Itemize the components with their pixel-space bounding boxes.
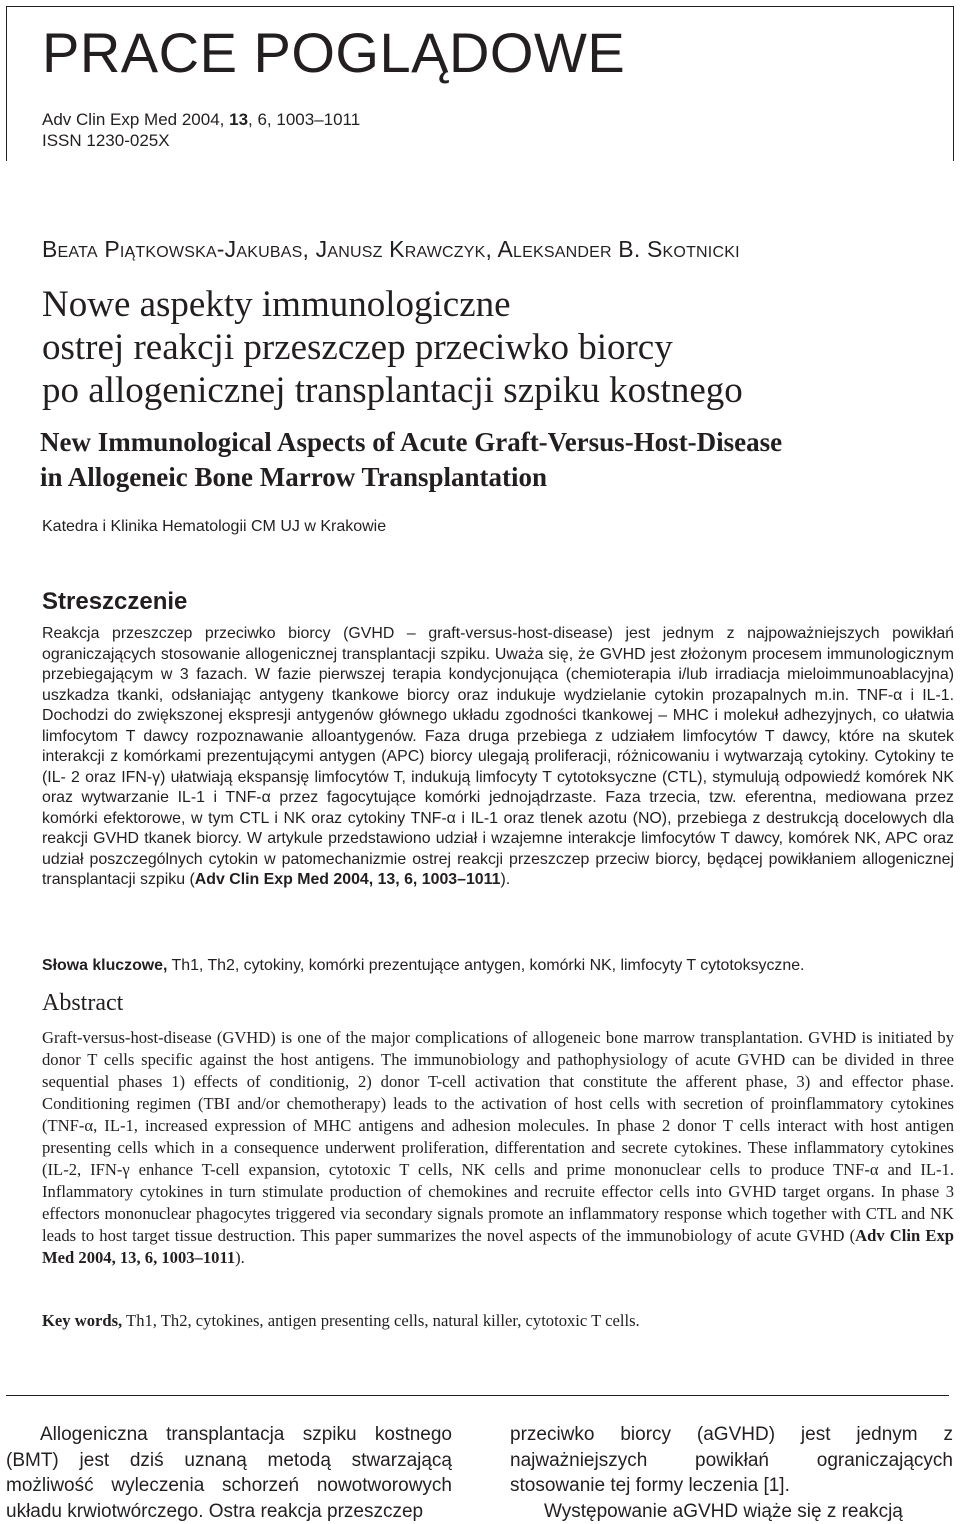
abstract-end: ). xyxy=(235,1248,245,1267)
keywords-polish-text: Th1, Th2, cytokiny, komórki prezentujące antygen, komórki NK, limfocyty T cytotoksyczne. xyxy=(167,957,804,974)
abstract-body: Graft-versus-host-disease (GVHD) is one of the major complications of allogeneic bone marrow transplantation. GVHD is initiated by donor T cells specific against the host antigens. The immunobiology and pathophysiology of acute GVHD can be divided in three sequential phases 1) effects of conditionig, 2) donor T-cell activation that constitute the afferent phase, 3) and effector phase. Conditioning regimen (TBI and/or chemotherapy) leads to the activation of host cells with secretion of proinflammatory cytokines (TNF-α, IL-1, increased expression of MHC antigens and adhesion molecules. In phase 2 donor T cells interact with host antigen presenting cells which in a consequence underwent proliferation, differentation and secrete cytokines. These inflammatory cytokines (IL-2, IFN-γ enhance T-cell expansion, cytotoxic T cells, NK cells and prime mononuclear cells to produce TNF-α and IL-1. Inflammatory cytokines in turn stimulate production of chemokines and recruite effector cells into GVHD target organs. In phase 3 effectors mononuclear phagocytes triggered via secondary signals promote an inflammatory response which together with CTL and NK leads to host target tissue destruction. This paper summarizes the novel aspects of the immunobiology of acute GVHD ( xyxy=(42,1028,954,1245)
body-paragraph: Występowanie aGVHD wiąże się z reakcją xyxy=(510,1499,953,1524)
body-column-right xyxy=(510,1422,953,1524)
keywords-english-text: Th1, Th2, cytokines, antigen presenting cells, natural killer, cytotoxic T cells. xyxy=(122,1311,639,1330)
body-paragraph: przeciwko biorcy (aGVHD) jest jednym z najważniejszych powikłań ograniczających stosowanie tej formy leczenia [1]. xyxy=(510,1424,953,1496)
journal-issue-pages: , 6, 1003–1011 xyxy=(248,110,360,129)
title-english-line: New Immunological Aspects of Acute Graft-Versus-Host-Disease xyxy=(40,425,782,460)
streszczenie-end: ). xyxy=(500,871,510,888)
streszczenie-body: Reakcja przeszczep przeciwko biorcy (GVHD – graft-versus-host-disease) jest jednym z najpoważniejszych powikłań ograniczających stosowanie allogenicznej transplantacji szpiku. Uważa się, że GVHD jest złożonym procesem immunologicznym przebiegającym w 3 fazach. W fazie pierwszej terapia kondycjonująca (chemioterapia i/lub irradiacja mieloimmunoablacyjna) uszkadza tkanki, odsłaniając antygeny tkankowe biorcy oraz indukuje wydzielanie cytokin prozapalnych m.in. TNF-α i IL-1. Dochodzi do zwiększonej ekspresji antygenów głównego układu zgodności tkankowej – MHC i molekuł adhezyjnych, co ułatwia limfocytom T dawcy rozpoznawanie alloantygenów. Faza druga przebiega z udziałem limfocytów T dawcy, które na skutek interakcji z komórkami prezentującymi antygen (APC) biorcy ulegają proliferacji, różnicowaniu i wytwarzają cytokiny. Cytokiny te (IL- 2 oraz IFN-γ) ułatwiają ekspansję limfocytów T, indukują limfocyty T cytotoksyczne (CTL), stymulują odpowiedź komórek NK oraz wytwarzanie IL-1 i TNF-α przez fagocytujące komórki jednojądrzaste. Faza trzecia, tzw. eferentna, mediowana przez komórki efektorowe, w tym CTL i NK oraz cytokiny TNF-α i IL-1 oraz tlenek azotu (NO), przebiega z destrukcją docelowych dla reakcji GVHD tkanek biorcy. W artykule przedstawiono udział i wzajemne interakcje limfocytów T dawcy, komórek NK, APC oraz udział poszczególnych cytokin w patomechanizmie ostrej reakcji przeszczep przeciw biorcy, będącej powikłaniem allogenicznej transplantacji szpiku ( xyxy=(42,625,954,888)
journal-citation xyxy=(42,109,360,130)
keywords-english xyxy=(42,1310,954,1332)
affiliation: Katedra i Klinika Hematologii CM UJ w Krakowie xyxy=(42,518,386,536)
streszczenie-heading: Streszczenie xyxy=(42,588,187,616)
title-english xyxy=(40,425,782,495)
issn: ISSN 1230-025X xyxy=(42,130,360,151)
title-polish xyxy=(42,283,743,412)
abstract-heading: Abstract xyxy=(42,990,123,1017)
abstract-citation: Adv Clin Exp Med 2004, 13, 6, 1003–1011 xyxy=(42,1226,954,1267)
journal-info xyxy=(42,109,360,151)
keywords-polish-label: Słowa kluczowe, xyxy=(42,957,167,974)
title-polish-line: po allogenicznej transplantacji szpiku kostnego xyxy=(42,369,743,412)
title-polish-line: Nowe aspekty immunologiczne xyxy=(42,283,743,326)
authors: Beata Piątkowska-Jakubas, Janusz Krawczyk, Aleksander B. Skotnicki xyxy=(42,236,740,263)
section-title: PRACE POGLĄDOWE xyxy=(42,20,625,85)
section-divider xyxy=(6,1395,949,1396)
abstract-text xyxy=(42,1027,954,1269)
streszczenie-text xyxy=(42,624,954,891)
journal-volume: 13 xyxy=(229,110,248,129)
streszczenie-citation: Adv Clin Exp Med 2004, 13, 6, 1003–1011 xyxy=(195,871,501,888)
title-english-line: in Allogeneic Bone Marrow Transplantation xyxy=(40,460,782,495)
title-polish-line: ostrej reakcji przeszczep przeciwko biorcy xyxy=(42,326,743,369)
keywords-polish xyxy=(42,956,954,977)
body-column-left: Allogeniczna transplantacja szpiku kostnego (BMT) jest dziś uznaną metodą stwarzającą możliwość wyleczenia schorzeń nowotworowych układu krwiotwórczego. Ostra reakcja przeszczep xyxy=(6,1422,452,1524)
journal-name: Adv Clin Exp Med 2004, xyxy=(42,110,229,129)
keywords-english-label: Key words, xyxy=(42,1311,122,1330)
